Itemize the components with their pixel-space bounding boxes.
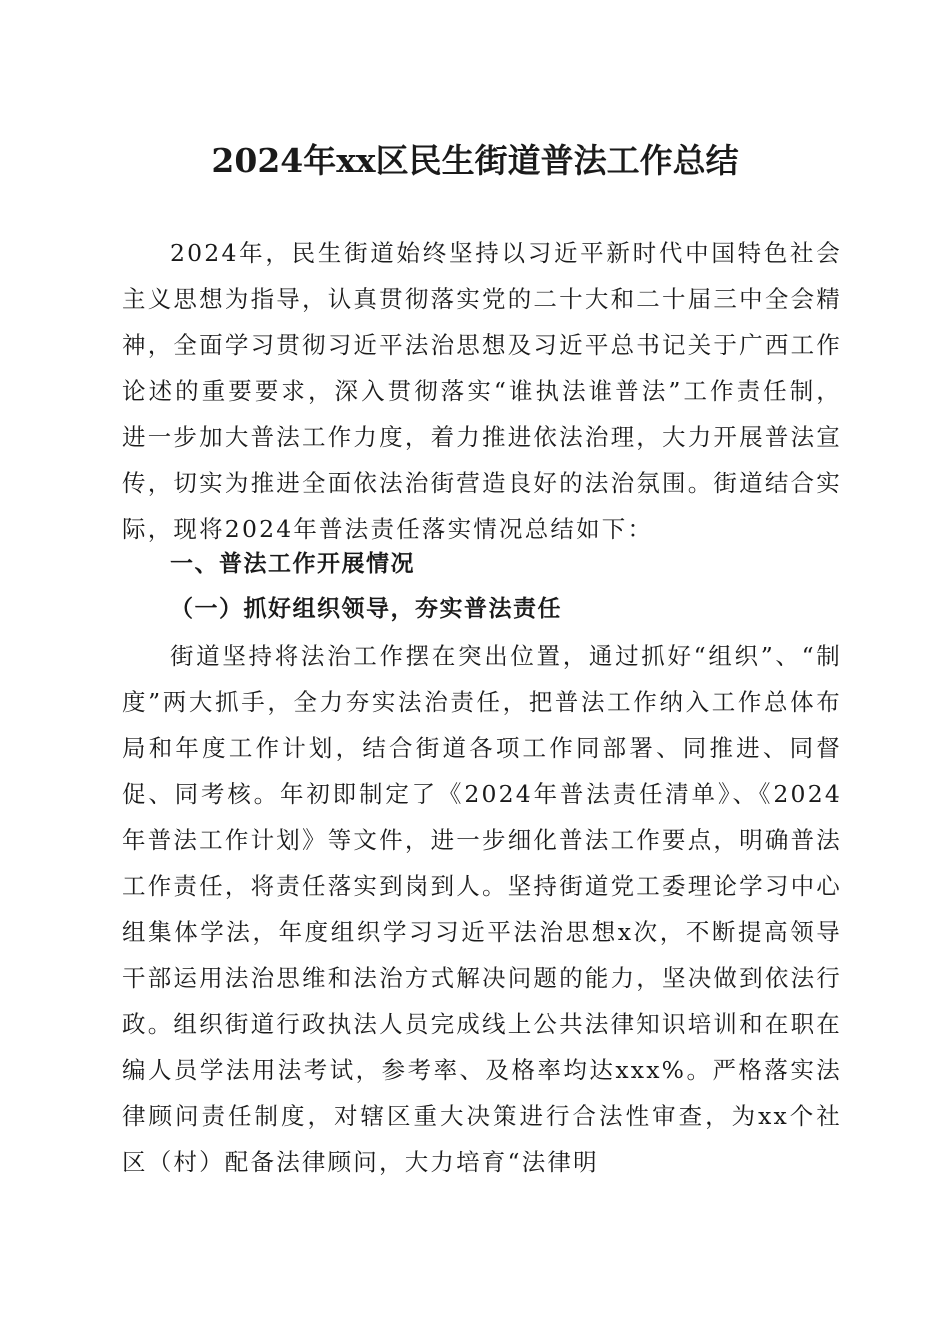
intro-paragraph: 2024年，民生街道始终坚持以习近平新时代中国特色社会主义思想为指导，认真贯彻落实党的二十大和二十届三中全会精神，全面学习贯彻习近平法治思想及习近平总书记关于广西工作论述的重要要求，深入贯彻落实“谁执法谁普法”工作责任制，进一步加大普法工作力度，着力推进依法治理，大力开展普法宣传，切实为推进全面依法治街营造良好的法治氛围。街道结合实际，现将2024年普法责任落实情况总结如下： xyxy=(122,239,842,543)
document-title: 2024年xx区民生街道普法工作总结 xyxy=(211,141,739,180)
subsection-paragraph: 街道坚持将法治工作摆在突出位置，通过抓好“组织”、“制度”两大抓手，全力夯实法治责任，把普法工作纳入工作总体布局和年度工作计划，结合街道各项工作同部署、同推进、同督促、同考核。年初即制定了《2024年普法责任清单》、《2024年普法工作计划》等文件，进一步细化普法工作要点，明确普法工作责任，将责任落实到岗到人。坚持街道党工委理论学习中心组集体学法，年度组织学习习近平法治思想x次，不断提高领导干部运用法治思维和法治方式解决问题的能力，坚决做到依法行政。组织街道行政执法人员完成线上公共法律知识培训和在职在编人员学法用法考试，参考率、及格率均达xxx%。严格落实法律顾问责任制度，对辖区重大决策进行合法性审查，为xx个社区（村）配备法律顾问，大力培育“法律明 xyxy=(122,642,842,1176)
subsection-heading: （一）抓好组织领导，夯实普法责任 xyxy=(170,595,562,622)
section-heading: 一、普法工作开展情况 xyxy=(170,551,415,577)
